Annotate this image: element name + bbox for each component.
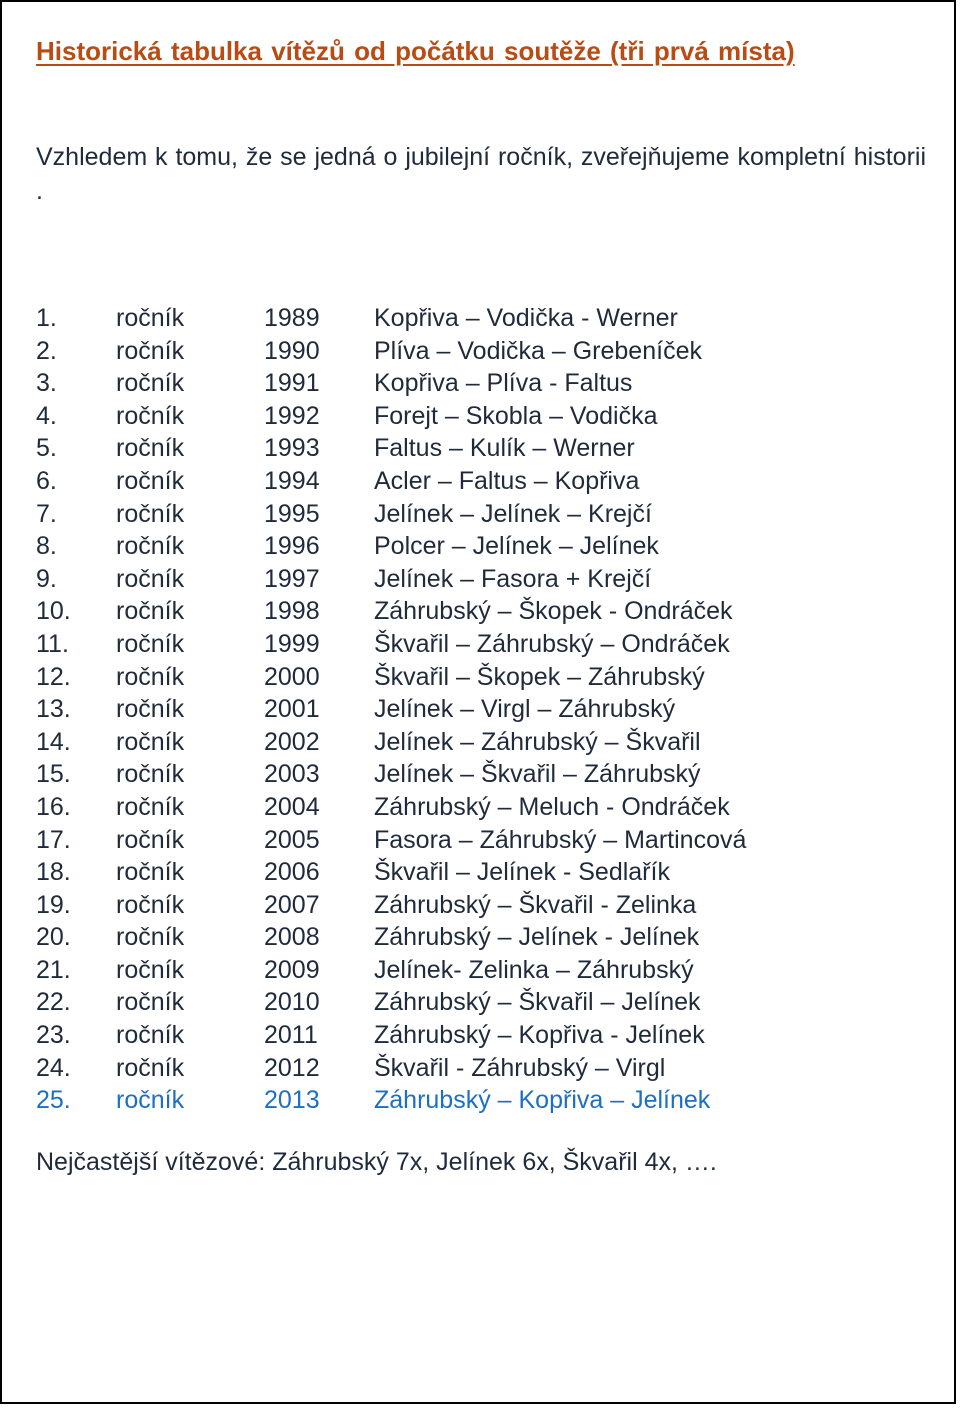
edition-number: 12. (36, 662, 71, 691)
list-item (36, 530, 926, 563)
edition-year: 2008 (264, 923, 320, 952)
edition-year: 2003 (264, 760, 320, 789)
edition-year: 1994 (264, 466, 320, 495)
podium-names: Faltus – Kulík – Werner (374, 434, 635, 463)
edition-number: 15. (36, 760, 71, 789)
edition-year: 1995 (264, 499, 320, 528)
edition-year: 2011 (264, 1021, 318, 1050)
podium-names: Polcer – Jelínek – Jelínek (374, 532, 659, 561)
edition-label: ročník (116, 434, 185, 463)
edition-year: 2006 (264, 858, 320, 887)
edition-label: ročník (116, 1053, 185, 1082)
podium-names: Škvařil - Záhrubský – Virgl (374, 1053, 666, 1082)
podium-names: Škvařil – Záhrubský – Ondráček (374, 629, 730, 658)
podium-names: Záhrubský – Škopek - Ondráček (374, 597, 733, 626)
list-item (36, 661, 926, 694)
list-item (36, 726, 926, 759)
podium-names: Fasora – Záhrubský – Martincová (374, 825, 747, 854)
list-item (36, 954, 926, 987)
list-item (36, 563, 926, 596)
edition-number: 3. (36, 369, 57, 398)
edition-year: 1991 (264, 369, 320, 398)
list-item (36, 791, 926, 824)
edition-label: ročník (116, 825, 185, 854)
podium-names: Forejt – Skobla – Vodička (374, 401, 658, 430)
edition-number: 5. (36, 434, 57, 463)
edition-number: 19. (36, 890, 71, 919)
edition-year: 2001 (264, 695, 320, 724)
list-item-current-edition (36, 1084, 926, 1117)
list-item (36, 335, 926, 368)
edition-year: 1993 (264, 434, 320, 463)
edition-label: ročník (116, 597, 185, 626)
podium-names: Záhrubský – Kopřiva - Jelínek (374, 1021, 705, 1050)
list-item (36, 693, 926, 726)
edition-year: 1999 (264, 629, 320, 658)
list-item (36, 498, 926, 531)
edition-year: 1996 (264, 532, 320, 561)
podium-names: Záhrubský – Škvařil - Zelinka (374, 890, 697, 919)
edition-label: ročník (116, 695, 185, 724)
list-item (36, 824, 926, 857)
podium-names: Plíva – Vodička – Grebeníček (374, 336, 702, 365)
edition-number: 9. (36, 564, 57, 593)
podium-names: Záhrubský – Kopřiva – Jelínek (374, 1086, 711, 1115)
edition-year: 2005 (264, 825, 320, 854)
edition-year: 1997 (264, 564, 320, 593)
edition-number: 25. (36, 1086, 71, 1115)
edition-label: ročník (116, 727, 185, 756)
edition-year: 2013 (264, 1086, 320, 1115)
list-item (36, 856, 926, 889)
list-item (36, 921, 926, 954)
list-item (36, 986, 926, 1019)
list-item (36, 595, 926, 628)
edition-label: ročník (116, 858, 185, 887)
edition-number: 11. (36, 629, 69, 658)
edition-label: ročník (116, 304, 185, 332)
edition-year: 1989 (264, 304, 320, 332)
edition-number: 18. (36, 858, 71, 887)
podium-names: Kopřiva – Plíva - Faltus (374, 369, 633, 398)
podium-names: Škvařil – Jelínek - Sedlařík (374, 858, 670, 887)
edition-year: 1998 (264, 597, 320, 626)
edition-label: ročník (116, 499, 185, 528)
list-item (36, 1052, 926, 1085)
edition-year: 2007 (264, 890, 320, 919)
intro-paragraph: Vzhledem k tomu, že se jedná o jubilejní ročník, zveřejňujeme kompletní historii . (36, 143, 926, 205)
edition-number: 10. (36, 597, 71, 626)
edition-label: ročník (116, 792, 185, 821)
edition-year: 2009 (264, 955, 320, 984)
podium-names: Acler – Faltus – Kopřiva (374, 466, 640, 495)
list-item (36, 432, 926, 465)
edition-label: ročník (116, 532, 185, 561)
edition-label: ročník (116, 923, 185, 952)
edition-number: 20. (36, 923, 71, 952)
edition-label: ročník (116, 662, 185, 691)
edition-number: 13. (36, 695, 71, 724)
page-title: Historická tabulka vítězů od počátku soutěže (tři prvá místa) (36, 36, 795, 66)
podium-names: Jelínek- Zelinka – Záhrubský (374, 955, 694, 984)
list-item (36, 758, 926, 791)
list-item (36, 1019, 926, 1052)
edition-year: 1990 (264, 336, 320, 365)
podium-names: Jelínek – Jelínek – Krejčí (374, 499, 652, 528)
edition-label: ročník (116, 1021, 185, 1050)
edition-year: 2002 (264, 727, 320, 756)
podium-names: Záhrubský – Meluch - Ondráček (374, 792, 730, 821)
list-item (36, 302, 926, 335)
list-item (36, 628, 926, 661)
edition-label: ročník (116, 760, 185, 789)
edition-label: ročník (116, 629, 185, 658)
podium-names: Jelínek – Fasora + Krejčí (374, 564, 652, 593)
edition-label: ročník (116, 988, 185, 1017)
edition-number: 23. (36, 1021, 71, 1050)
podium-names: Jelínek – Virgl – Záhrubský (374, 695, 676, 724)
edition-year: 2010 (264, 988, 320, 1017)
podium-names: Škvařil – Škopek – Záhrubský (374, 662, 705, 691)
winners-list (36, 302, 926, 1117)
edition-label: ročník (116, 890, 185, 919)
edition-label: ročník (116, 564, 185, 593)
edition-year: 2000 (264, 662, 320, 691)
edition-label: ročník (116, 466, 185, 495)
edition-number: 4. (36, 401, 57, 430)
edition-number: 1. (36, 304, 57, 332)
edition-number: 16. (36, 792, 71, 821)
podium-names: Záhrubský – Jelínek - Jelínek (374, 923, 700, 952)
edition-year: 2004 (264, 792, 320, 821)
edition-number: 17. (36, 825, 71, 854)
podium-names: Jelínek – Záhrubský – Škvařil (374, 727, 701, 756)
list-item (36, 367, 926, 400)
edition-number: 22. (36, 988, 71, 1017)
edition-year: 1992 (264, 401, 320, 430)
most-frequent-winners: Nejčastější vítězové: Záhrubský 7x, Jelínek 6x, Škvařil 4x, …. (36, 1148, 717, 1176)
edition-year: 2012 (264, 1053, 320, 1082)
edition-number: 6. (36, 466, 57, 495)
edition-label: ročník (116, 369, 185, 398)
edition-label: ročník (116, 401, 185, 430)
list-item (36, 400, 926, 433)
edition-label: ročník (116, 1086, 185, 1115)
list-item (36, 889, 926, 922)
edition-number: 24. (36, 1053, 71, 1082)
list-item (36, 465, 926, 498)
podium-names: Kopřiva – Vodička - Werner (374, 304, 678, 332)
edition-number: 21. (36, 955, 71, 984)
podium-names: Záhrubský – Škvařil – Jelínek (374, 988, 701, 1017)
edition-number: 14. (36, 727, 71, 756)
edition-label: ročník (116, 955, 185, 984)
edition-number: 8. (36, 532, 57, 561)
podium-names: Jelínek – Škvařil – Záhrubský (374, 760, 701, 789)
edition-number: 7. (36, 499, 57, 528)
edition-number: 2. (36, 336, 57, 365)
edition-label: ročník (116, 336, 185, 365)
